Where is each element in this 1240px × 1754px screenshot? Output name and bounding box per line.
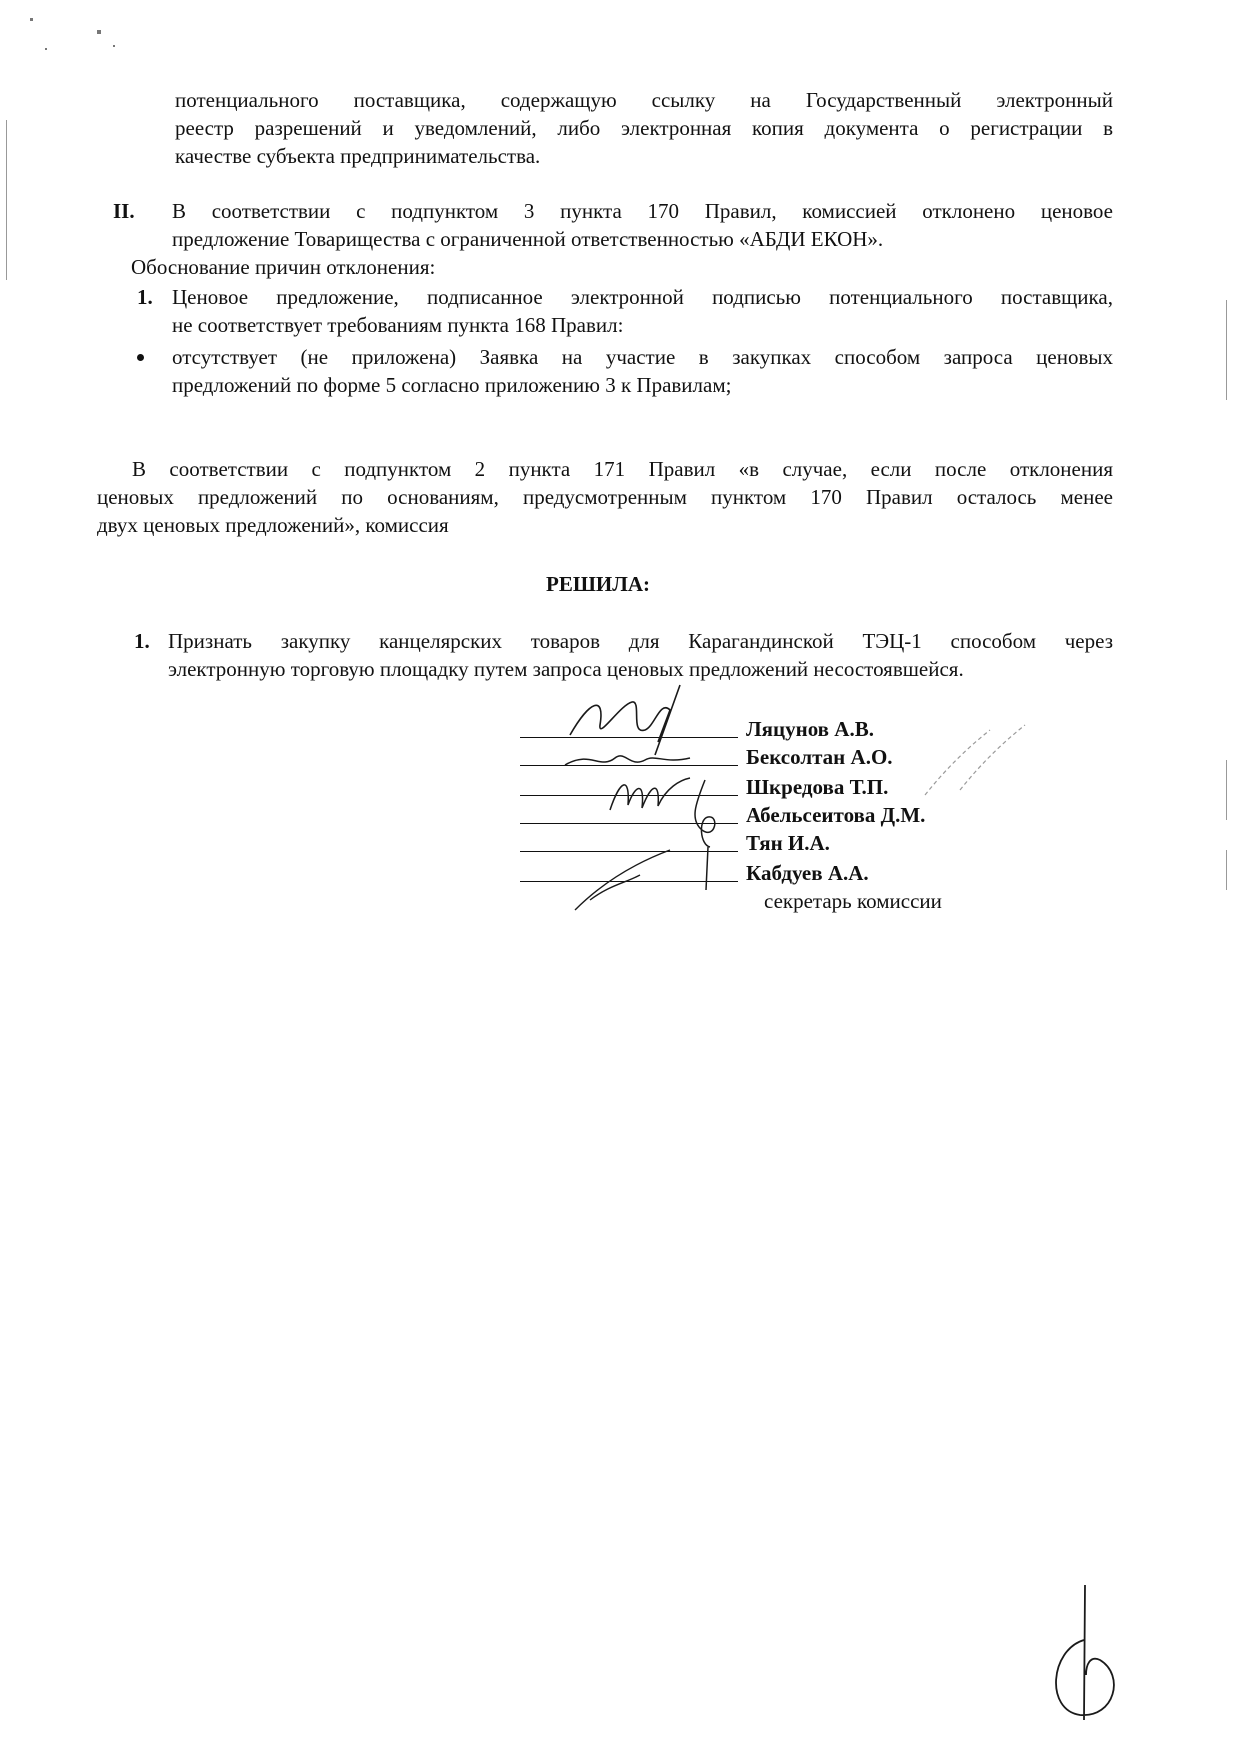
decision-item-number: 1. (134, 629, 150, 653)
scan-edge-line (1226, 760, 1227, 820)
signatory-name: Абельсеитова Д.М. (746, 803, 926, 827)
secretary-label: секретарь комиссии (764, 889, 942, 913)
scan-edge-line (1226, 850, 1227, 890)
initial-mark (1040, 1580, 1130, 1730)
scan-speck (113, 45, 115, 47)
paragraph-line-1: В соответствии с подпунктом 2 пункта 171 Правил «в случае, если после отклонения (132, 457, 1113, 481)
signatory-name: Тян И.А. (746, 831, 830, 855)
signatory-name: Шкредова Т.П. (746, 775, 889, 799)
decision-item-line-2: электронную торговую площадку путем запроса ценовых предложений несостоявшейся. (168, 657, 964, 681)
faint-signature-mark (920, 720, 1030, 800)
section2-line-2: предложение Товарищества с ограниченной ответственностью «АБДИ ЕКОН». (172, 227, 884, 251)
handwritten-signature-5 (570, 845, 690, 915)
section2-line-1: В соответствии с подпунктом 3 пункта 170 Правил, комиссией отклонено ценовое (172, 199, 1113, 223)
scan-edge-line (1226, 300, 1227, 400)
intro-line-1: потенциального поставщика, содержащую ссылку на Государственный электронный (175, 88, 1113, 112)
scan-speck (97, 30, 101, 34)
signatory-name: Ляцунов А.В. (746, 717, 874, 741)
scan-speck (30, 18, 33, 21)
paragraph-line-2: ценовых предложений по основаниям, предусмотренным пунктом 170 Правил осталось менее (97, 485, 1113, 509)
intro-line-2: реестр разрешений и уведомлений, либо электронная копия документа о регистрации в (175, 116, 1113, 140)
bullet-marker (137, 354, 144, 361)
signatory-name: Кабдуев А.А. (746, 861, 869, 885)
bullet-line-1: отсутствует (не приложена) Заявка на участие в закупках способом запроса ценовых (172, 345, 1113, 369)
scan-speck (45, 48, 47, 50)
reason-item-number: 1. (137, 285, 153, 309)
decision-item-line-1: Признать закупку канцелярских товаров для Карагандинской ТЭЦ-1 способом через (168, 629, 1113, 653)
section-number: II. (113, 199, 135, 223)
bullet-line-2: предложений по форме 5 согласно приложению 3 к Правилам; (172, 373, 732, 397)
reason-item-line-1: Ценовое предложение, подписанное электронной подписью потенциального поставщика, (172, 285, 1113, 309)
reason-item-line-2: не соответствует требованиям пункта 168 Правил: (172, 313, 624, 337)
reasons-title: Обоснование причин отклонения: (131, 255, 436, 279)
paragraph-line-3: двух ценовых предложений», комиссия (97, 513, 449, 537)
scan-edge-line (6, 120, 7, 280)
signatory-name: Бексолтан А.О. (746, 745, 893, 769)
intro-line-3: качестве субъекта предпринимательства. (175, 144, 541, 168)
decision-heading: РЕШИЛА: (546, 572, 651, 596)
